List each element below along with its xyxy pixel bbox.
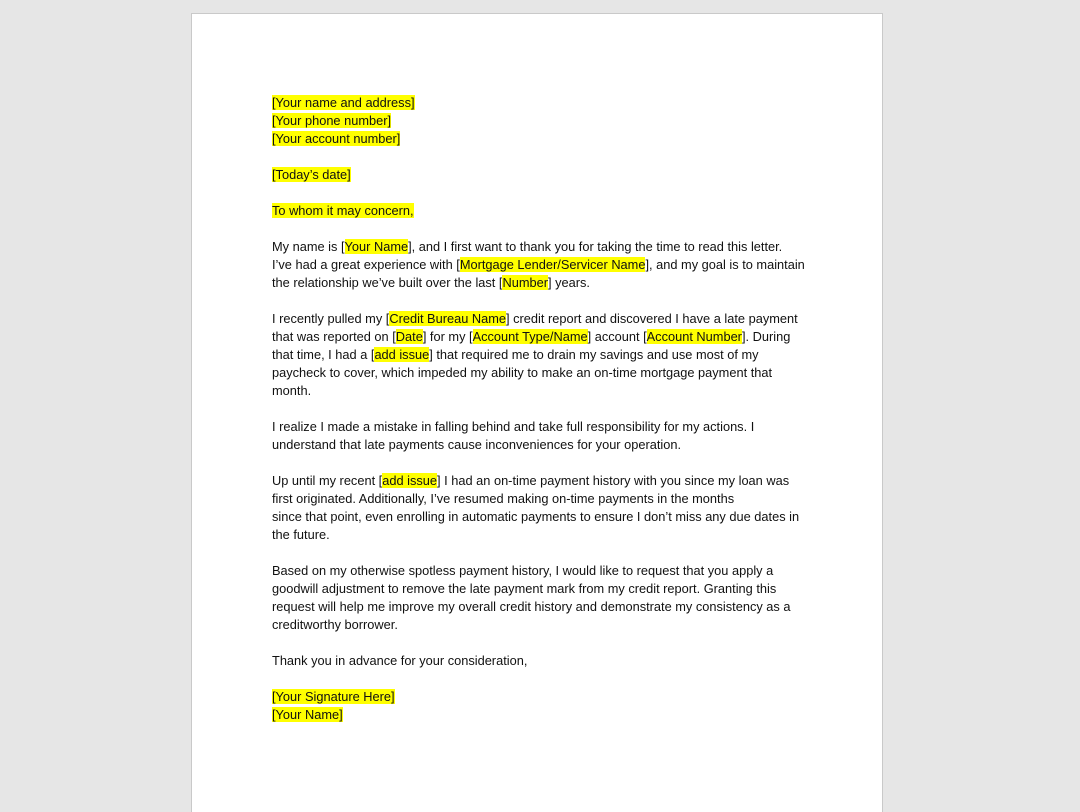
field-account-type[interactable]: Account Type/Name [472, 329, 588, 344]
closing-block [272, 652, 812, 670]
field-your-name[interactable]: Your Name [344, 239, 409, 254]
sender-phone[interactable]: [Your phone number] [272, 113, 392, 128]
closing-line: Thank you in advance for your consideration, [272, 653, 528, 668]
sender-account[interactable]: [Your account number] [272, 131, 401, 146]
letter-date[interactable]: [Today’s date] [272, 167, 351, 182]
field-lender-name[interactable]: Mortgage Lender/Servicer Name [459, 257, 646, 272]
field-add-issue-2[interactable]: add issue [382, 473, 438, 488]
paragraph-intro: My name is [Your Name], and I first want to thank you for taking the time to read this letter. I’ve had a great experience with [Mortgage Lender/Servicer Name], and my goal is to maintain the relationship we’ve built over the last [Number] years. [272, 239, 805, 290]
salutation[interactable]: To whom it may concern, [272, 203, 414, 218]
letter-body [272, 94, 812, 724]
field-add-issue[interactable]: add issue [374, 347, 430, 362]
date-block [272, 166, 812, 184]
paragraph-responsibility: I realize I made a mistake in falling behind and take full responsibility for my actions. I understand that late payments cause inconveniences for your operation. [272, 419, 755, 452]
field-account-number[interactable]: Account Number [646, 329, 742, 344]
field-years-number[interactable]: Number [502, 275, 548, 290]
sender-name-address[interactable]: [Your name and address] [272, 95, 415, 110]
salutation-block [272, 202, 812, 220]
signature-placeholder[interactable]: [Your Signature Here] [272, 689, 395, 704]
document-page [191, 13, 883, 812]
signature-name[interactable]: [Your Name] [272, 707, 343, 722]
signature-block [272, 688, 812, 724]
paragraph-request: Based on my otherwise spotless payment history, I would like to request that you apply a goodwill adjustment to remove the late payment mark from my credit report. Granting this request will help me improve my overall credit history and demonstrate my consistency as a creditworthy borrower. [272, 563, 791, 632]
field-date[interactable]: Date [395, 329, 423, 344]
field-credit-bureau[interactable]: Credit Bureau Name [389, 311, 507, 326]
sender-block [272, 94, 812, 148]
paragraph-history: Up until my recent [add issue] I had an on-time payment history with you since my loan was first originated. Additionally, I’ve resumed making on-time payments in the months since that point, even enrolling in automatic payments to ensure I don’t miss any due dates in the future. [272, 473, 800, 542]
paragraph-late-payment: I recently pulled my [Credit Bureau Name] credit report and discovered I have a late payment that was reported on [Date] for my [Account Type/Name] account [Account Number]. During that time, I had a [add issue] that required me to drain my savings and use most of my paycheck to cover, which impeded my ability to make an on-time mortgage payment that month. [272, 311, 798, 398]
